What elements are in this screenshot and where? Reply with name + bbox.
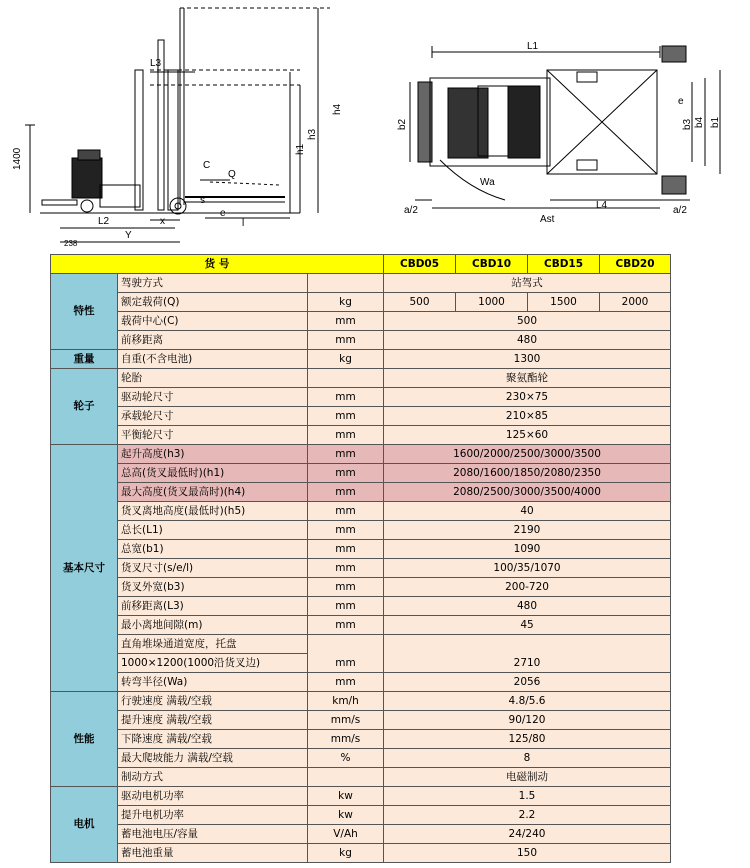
dim-label-l2: L2 — [98, 216, 110, 227]
unit-cell: mm — [308, 388, 384, 407]
value-cell: 聚氨酯轮 — [384, 369, 671, 388]
unit-cell: kg — [308, 293, 384, 312]
table-row — [51, 464, 671, 483]
value-cell: 210×85 — [384, 407, 671, 426]
dim-label-h1: h1 — [295, 143, 306, 155]
dim-label-s: s — [200, 195, 205, 206]
unit-cell — [308, 369, 384, 388]
dim-label-238: 238 — [64, 239, 78, 248]
unit-cell: mm — [308, 559, 384, 578]
unit-cell: mm — [308, 521, 384, 540]
param-label: 行驶速度 满载/空载 — [118, 692, 308, 711]
value-cell: 1090 — [384, 540, 671, 559]
table-row — [51, 578, 671, 597]
category-dimensions: 基本尺寸 — [51, 445, 118, 692]
unit-cell: mm — [308, 540, 384, 559]
value-cell: 230×75 — [384, 388, 671, 407]
unit-cell: mm — [308, 464, 384, 483]
value-cell: 100/35/1070 — [384, 559, 671, 578]
dim-label-b4: b4 — [694, 116, 705, 128]
table-header-row — [51, 255, 671, 274]
param-label: 蓄电池重量 — [118, 844, 308, 863]
unit-cell: mm — [308, 502, 384, 521]
unit-cell: kg — [308, 844, 384, 863]
side-view-drawing — [25, 8, 330, 242]
param-label: 最大高度(货叉最高时)(h4) — [118, 483, 308, 502]
param-label: 转弯半径(Wa) — [118, 673, 308, 692]
value-cell: 45 — [384, 616, 671, 635]
header-title: 货 号 — [51, 255, 384, 274]
value-cell: 4.8/5.6 — [384, 692, 671, 711]
param-label: 货叉外宽(b3) — [118, 578, 308, 597]
category-motor: 电机 — [51, 787, 118, 863]
param-label: 1000×1200(1000沿货叉边) — [118, 654, 308, 673]
value-cell: 2.2 — [384, 806, 671, 825]
dim-label-x: x — [160, 216, 165, 227]
table-row — [51, 711, 671, 730]
param-label: 总宽(b1) — [118, 540, 308, 559]
category-performance: 性能 — [51, 692, 118, 787]
unit-cell: mm — [308, 578, 384, 597]
value-cell: 1300 — [384, 350, 671, 369]
param-label: 最小离地间隙(m) — [118, 616, 308, 635]
unit-cell: mm — [308, 445, 384, 464]
unit-cell: mm — [308, 407, 384, 426]
param-label: 自重(不含电池) — [118, 350, 308, 369]
value-cell: 40 — [384, 502, 671, 521]
value-cell: 1500 — [528, 293, 600, 312]
value-cell: 480 — [384, 331, 671, 350]
dim-label-ast: Ast — [540, 214, 555, 225]
param-label: 额定载荷(Q) — [118, 293, 308, 312]
table-row — [51, 806, 671, 825]
value-cell: 125/80 — [384, 730, 671, 749]
dim-label-l1: L1 — [527, 41, 539, 52]
dim-label-c: C — [203, 160, 211, 171]
dim-label-e-side: e — [220, 208, 226, 219]
value-cell: 200-720 — [384, 578, 671, 597]
dim-label-b1: b1 — [710, 116, 721, 128]
table-row — [51, 350, 671, 369]
technical-drawings — [0, 0, 750, 252]
spec-table — [50, 254, 671, 863]
unit-cell: mm — [308, 597, 384, 616]
dim-label-l4: L4 — [596, 200, 608, 211]
param-label: 直角堆垛通道宽度，托盘 — [118, 635, 308, 654]
dim-label-y: Y — [125, 230, 132, 241]
category-weight: 重量 — [51, 350, 118, 369]
unit-cell: km/h — [308, 692, 384, 711]
value-cell: 2080/1600/1850/2080/2350 — [384, 464, 671, 483]
table-row — [51, 445, 671, 464]
dim-label-a2-left: a/2 — [404, 205, 418, 216]
unit-cell: kw — [308, 787, 384, 806]
param-label: 起升高度(h3) — [118, 445, 308, 464]
unit-cell: mm — [308, 635, 384, 673]
table-row — [51, 616, 671, 635]
table-row — [51, 502, 671, 521]
dim-label-q: Q — [228, 169, 236, 180]
dim-label-b2: b2 — [397, 118, 408, 130]
table-row — [51, 730, 671, 749]
param-label: 总长(L1) — [118, 521, 308, 540]
value-cell: 1000 — [456, 293, 528, 312]
table-row — [51, 673, 671, 692]
param-label: 下降速度 满载/空载 — [118, 730, 308, 749]
value-cell: 8 — [384, 749, 671, 768]
param-label: 承载轮尺寸 — [118, 407, 308, 426]
value-cell: 90/120 — [384, 711, 671, 730]
dim-label-l: l — [242, 218, 245, 229]
dim-label-b3: b3 — [682, 118, 693, 130]
param-label: 前移距离(L3) — [118, 597, 308, 616]
table-row — [51, 312, 671, 331]
value-cell: 500 — [384, 312, 671, 331]
value-cell: 125×60 — [384, 426, 671, 445]
dim-label-h3: h3 — [307, 128, 318, 140]
value-cell: 2190 — [384, 521, 671, 540]
value-cell: 2080/2500/3000/3500/4000 — [384, 483, 671, 502]
value-cell: 24/240 — [384, 825, 671, 844]
value-cell: 2000 — [600, 293, 671, 312]
unit-cell: mm — [308, 426, 384, 445]
param-label: 货叉尺寸(s/e/l) — [118, 559, 308, 578]
dim-label-e-top: e — [678, 96, 684, 107]
param-label: 平衡轮尺寸 — [118, 426, 308, 445]
table-row — [51, 635, 671, 654]
unit-cell: mm — [308, 331, 384, 350]
table-row — [51, 768, 671, 787]
table-row — [51, 844, 671, 863]
category-wheels: 轮子 — [51, 369, 118, 445]
value-cell: 2710 — [384, 635, 671, 673]
param-label: 提升速度 满载/空载 — [118, 711, 308, 730]
dim-label-l3: L3 — [150, 58, 162, 69]
table-row — [51, 274, 671, 293]
param-label: 总高(货叉最低时)(h1) — [118, 464, 308, 483]
value-cell: 500 — [384, 293, 456, 312]
table-row — [51, 825, 671, 844]
table-row — [51, 559, 671, 578]
param-label: 驱动电机功率 — [118, 787, 308, 806]
unit-cell: % — [308, 749, 384, 768]
param-label: 前移距离 — [118, 331, 308, 350]
table-row — [51, 597, 671, 616]
param-label: 货叉离地高度(最低时)(h5) — [118, 502, 308, 521]
unit-cell: mm — [308, 673, 384, 692]
unit-cell — [308, 274, 384, 293]
unit-cell: kw — [308, 806, 384, 825]
table-row — [51, 407, 671, 426]
table-row — [51, 369, 671, 388]
param-label: 蓄电池电压/容量 — [118, 825, 308, 844]
model-header: CBD15 — [528, 255, 600, 274]
dim-label-1400: 1400 — [12, 147, 23, 170]
param-label: 驾驶方式 — [118, 274, 308, 293]
value-cell: 站驾式 — [384, 274, 671, 293]
param-label: 驱动轮尺寸 — [118, 388, 308, 407]
table-row — [51, 749, 671, 768]
param-label: 提升电机功率 — [118, 806, 308, 825]
table-row — [51, 388, 671, 407]
unit-cell: V/Ah — [308, 825, 384, 844]
value-cell: 480 — [384, 597, 671, 616]
param-label: 轮胎 — [118, 369, 308, 388]
category-features: 特性 — [51, 274, 118, 350]
unit-cell: kg — [308, 350, 384, 369]
table-row — [51, 540, 671, 559]
unit-cell: mm/s — [308, 711, 384, 730]
table-row — [51, 692, 671, 711]
param-label: 最大爬坡能力 满载/空载 — [118, 749, 308, 768]
unit-cell: mm — [308, 312, 384, 331]
value-cell: 电磁制动 — [384, 768, 671, 787]
value-cell: 2056 — [384, 673, 671, 692]
unit-cell — [308, 768, 384, 787]
dim-label-h4: h4 — [332, 103, 343, 115]
table-row — [51, 787, 671, 806]
top-view-drawing — [410, 46, 720, 208]
value-cell: 1.5 — [384, 787, 671, 806]
value-cell: 1600/2000/2500/3000/3500 — [384, 445, 671, 464]
table-row — [51, 521, 671, 540]
table-row — [51, 483, 671, 502]
dim-label-a2-right: a/2 — [673, 205, 687, 216]
param-label: 制动方式 — [118, 768, 308, 787]
model-header: CBD10 — [456, 255, 528, 274]
dim-label-wa: Wa — [480, 177, 495, 188]
unit-cell: mm — [308, 483, 384, 502]
param-label: 载荷中心(C) — [118, 312, 308, 331]
model-header: CBD20 — [600, 255, 671, 274]
unit-cell: mm/s — [308, 730, 384, 749]
model-header: CBD05 — [384, 255, 456, 274]
table-row — [51, 426, 671, 445]
value-cell: 150 — [384, 844, 671, 863]
table-row — [51, 293, 671, 312]
unit-cell: mm — [308, 616, 384, 635]
table-row — [51, 331, 671, 350]
